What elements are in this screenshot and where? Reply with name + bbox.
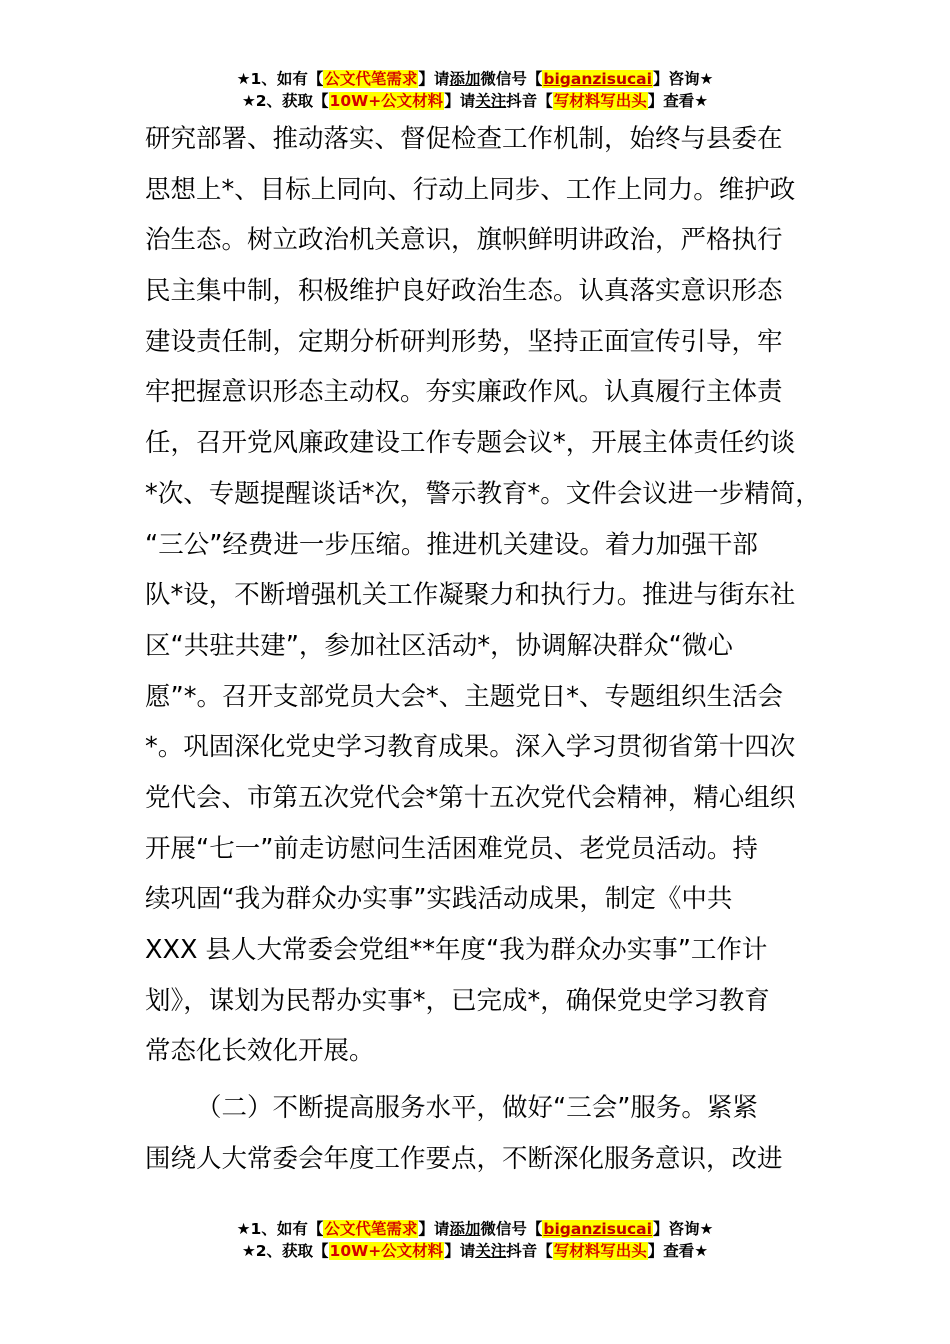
section-heading-line: （二）不断提高服务水平，做好“三会”服务。紧紧 <box>196 1093 758 1124</box>
banner-highlight: 10W+公文材料 <box>329 1242 444 1260</box>
body-line: XXX 县人大常委会党组**年度“我为群众办实事”工作计 <box>145 935 768 965</box>
douyin-account: 写材料写出头 <box>553 1242 647 1260</box>
banner-line-2: ★2、获取【10W+公文材料】请关注抖音【写材料写出头】查看★ <box>241 92 709 110</box>
body-line: “三公”经费进一步压缩。推进机关建设。着力加强干部 <box>145 529 758 560</box>
body-line: 思想上*、目标上同向、行动上同步、工作上同力。维护政 <box>145 174 796 205</box>
body-line: *。巩固深化党史学习教育成果。深入学习贯彻省第十四次 <box>145 732 796 763</box>
banner-line-2: ★2、获取【10W+公文材料】请关注抖音【写材料写出头】查看★ <box>241 1242 709 1260</box>
wechat-id: biganzisucai <box>543 70 652 88</box>
body-line: 牢把握意识形态主动权。夯实廉政作风。认真履行主体责 <box>145 377 783 408</box>
footer-banner <box>0 1218 950 1262</box>
banner-highlight: 10W+公文材料 <box>329 92 444 110</box>
body-line: *次、专题提醒谈话*次，警示教育*。文件会议进一步精简， <box>145 478 821 509</box>
body-line: 划》，谋划为民帮办实事*，已完成*，确保党史学习教育 <box>145 985 770 1016</box>
body-line: 党代会、市第五次党代会*第十五次党代会精神，精心组织 <box>145 782 796 813</box>
body-line: 围绕人大常委会年度工作要点，不断深化服务意识，改进 <box>145 1143 783 1174</box>
body-line: 建设责任制，定期分析研判形势，坚持正面宣传引导，牢 <box>145 326 783 357</box>
body-line: 民主集中制，积极维护良好政治生态。认真落实意识形态 <box>145 276 783 307</box>
wechat-id: biganzisucai <box>543 1220 652 1238</box>
body-line: 研究部署、推动落实、督促检查工作机制，始终与县委在 <box>145 124 783 154</box>
banner-line-1: ★1、如有【公文代笔需求】请添加微信号【biganzisucai】咨询★ <box>236 70 714 88</box>
body-line: 区“共驻共建”，参加社区活动*，协调解决群众“微心 <box>145 630 733 661</box>
body-line: 队*设，不断增强机关工作凝聚力和执行力。推进与街东社 <box>145 580 796 611</box>
douyin-account: 写材料写出头 <box>553 92 647 110</box>
body-line: 治生态。树立政治机关意识，旗帜鲜明讲政治，严格执行 <box>145 225 783 256</box>
body-line: 开展“七一”前走访慰问生活困难党员、老党员活动。持 <box>145 833 758 864</box>
body-line: 续巩固“我为群众办实事”实践活动成果，制定《中共 <box>145 884 733 915</box>
banner-highlight: 公文代笔需求 <box>324 1220 418 1238</box>
banner-line-1: ★1、如有【公文代笔需求】请添加微信号【biganzisucai】咨询★ <box>236 1220 714 1238</box>
body-line: 任，召开党风廉政建设工作专题会议*，开展主体责任约谈 <box>145 428 796 459</box>
body-line: 常态化长效化开展。 <box>145 1036 375 1067</box>
body-line: 愿”*。召开支部党员大会*、主题党日*、专题组织生活会 <box>145 681 783 712</box>
header-banner <box>0 68 950 112</box>
document-body <box>145 114 820 1184</box>
banner-highlight: 公文代笔需求 <box>324 70 418 88</box>
